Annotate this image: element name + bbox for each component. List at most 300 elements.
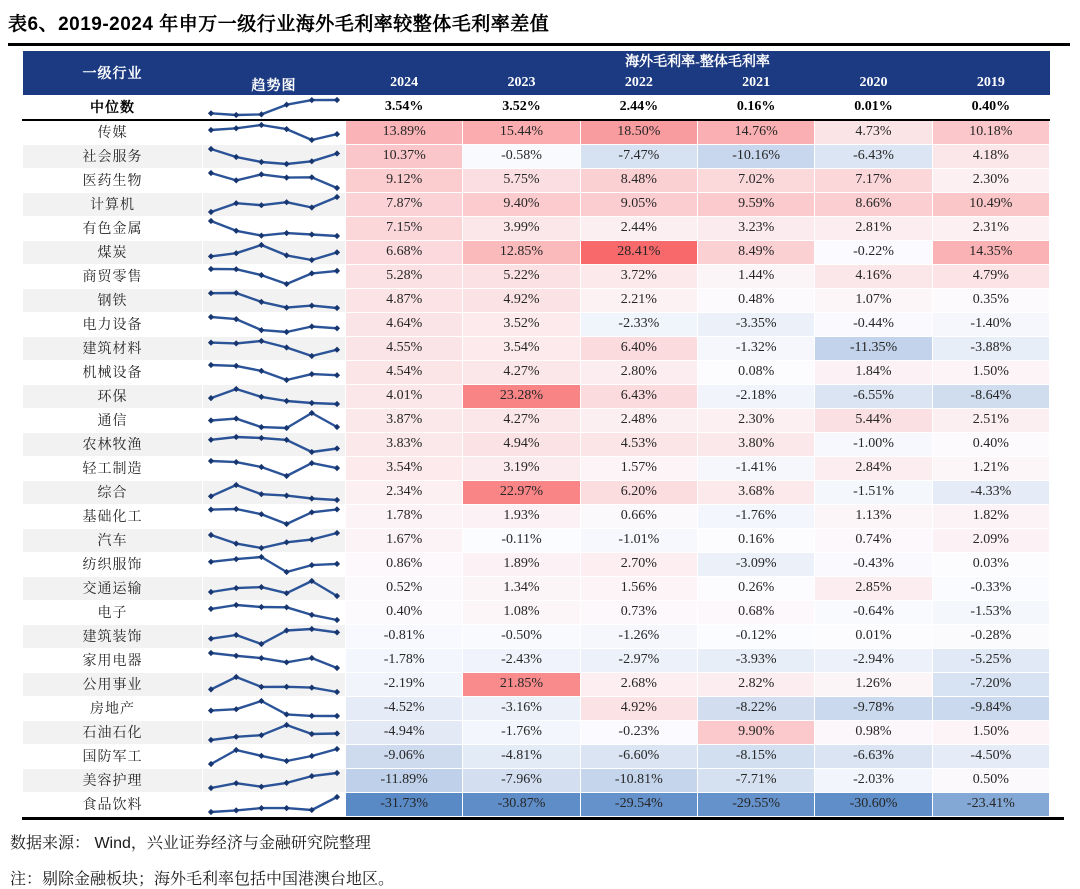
spark-marker [284, 174, 290, 180]
trend-sparkline [204, 121, 344, 144]
industry-name-cell: 电力设备 [23, 312, 203, 336]
value-cell: 1.56% [580, 576, 697, 600]
spark-marker [233, 505, 239, 511]
table-row [23, 504, 1050, 528]
value-cell: 4.53% [580, 432, 697, 456]
table-row [23, 312, 1050, 336]
value-cell: -0.12% [697, 624, 814, 648]
value-cell: -0.28% [932, 624, 1049, 648]
industry-name-cell: 环保 [23, 384, 203, 408]
value-cell: -1.41% [697, 456, 814, 480]
value-cell: 2.09% [932, 528, 1049, 552]
value-cell: 0.74% [815, 528, 932, 552]
spark-marker [309, 654, 315, 660]
value-cell: 0.73% [580, 600, 697, 624]
trend-sparkline [204, 769, 344, 792]
spark-marker [334, 304, 340, 310]
value-cell: -0.44% [815, 312, 932, 336]
industry-name-cell: 公用事业 [23, 672, 203, 696]
trend-sparkline [204, 313, 344, 336]
value-cell: 13.89% [346, 120, 463, 145]
industry-name-cell: 通信 [23, 408, 203, 432]
table-row [23, 600, 1050, 624]
spark-marker [284, 805, 290, 811]
value-cell: -9.78% [815, 696, 932, 720]
spark-marker [284, 376, 290, 382]
value-cell: 2.70% [580, 552, 697, 576]
spark-marker [258, 584, 264, 590]
value-cell: 5.75% [463, 168, 580, 192]
value-cell: -1.01% [580, 528, 697, 552]
value-cell: -1.26% [580, 624, 697, 648]
value-cell: 4.27% [463, 408, 580, 432]
trend-cell [203, 672, 346, 696]
spark-marker [284, 779, 290, 785]
data-source: 数据来源： Wind，兴业证券经济与金融研究院整理 [10, 834, 371, 852]
spark-marker [208, 784, 214, 790]
value-cell: 6.20% [580, 480, 697, 504]
industry-name-cell: 房地产 [23, 696, 203, 720]
value-cell: 9.05% [580, 192, 697, 216]
value-cell: -7.20% [932, 672, 1049, 696]
trend-cell [203, 600, 346, 624]
trend-sparkline [204, 361, 344, 384]
value-cell: 1.89% [463, 552, 580, 576]
spark-marker [258, 544, 264, 550]
spark-marker [233, 266, 239, 272]
value-cell: 3.68% [697, 480, 814, 504]
spark-marker [334, 267, 340, 273]
spark-marker [284, 683, 290, 689]
value-cell: -1.00% [815, 432, 932, 456]
value-cell: 4.64% [346, 312, 463, 336]
value-cell: 14.35% [932, 240, 1049, 264]
spark-marker [208, 436, 214, 442]
value-cell: -4.81% [463, 744, 580, 768]
trend-cell [203, 552, 346, 576]
spark-marker [233, 631, 239, 637]
spark-marker [258, 434, 264, 440]
spark-marker [334, 664, 340, 670]
value-cell: 6.68% [346, 240, 463, 264]
value-cell: 23.28% [463, 384, 580, 408]
value-cell: 3.52% [463, 312, 580, 336]
trend-cell [203, 168, 346, 192]
spark-marker [258, 463, 264, 469]
industry-name-cell: 传媒 [23, 120, 203, 145]
spark-marker [233, 153, 239, 159]
value-cell: -2.43% [463, 648, 580, 672]
value-cell: 5.22% [463, 264, 580, 288]
trend-cell [203, 768, 346, 792]
value-cell: -4.52% [346, 696, 463, 720]
table-row [23, 144, 1050, 168]
industry-name-cell: 汽车 [23, 528, 203, 552]
spark-marker [233, 780, 239, 786]
spark-marker [233, 362, 239, 368]
table-row [23, 264, 1050, 288]
spark-marker [309, 562, 315, 568]
value-cell: 0.68% [697, 600, 814, 624]
spark-marker [309, 625, 315, 631]
spark-marker [233, 125, 239, 131]
industry-name-cell: 国防军工 [23, 744, 203, 768]
value-cell: 3.23% [697, 216, 814, 240]
industry-name-cell: 食品饮料 [23, 792, 203, 816]
table-row [23, 696, 1050, 720]
spark-marker [334, 730, 340, 736]
spark-marker [284, 757, 290, 763]
value-cell: 0.40% [346, 600, 463, 624]
value-cell: 3.54% [463, 336, 580, 360]
table-row [23, 408, 1050, 432]
value-cell: 4.54% [346, 360, 463, 384]
value-cell: -7.71% [697, 768, 814, 792]
value-cell: -2.19% [346, 672, 463, 696]
value-cell: -30.60% [815, 792, 932, 816]
spark-marker [233, 415, 239, 421]
value-cell: -11.35% [815, 336, 932, 360]
spark-marker [233, 111, 239, 117]
trend-sparkline [204, 721, 344, 744]
value-cell: 7.15% [346, 216, 463, 240]
value-cell: 1.07% [815, 288, 932, 312]
table-row [23, 648, 1050, 672]
value-cell: 2.44% [580, 216, 697, 240]
spark-marker [309, 712, 315, 718]
value-cell: 18.50% [580, 120, 697, 145]
spark-marker [208, 313, 214, 319]
spark-marker [258, 158, 264, 164]
year-header-2021: 2021 [697, 71, 814, 95]
value-cell: -4.33% [932, 480, 1049, 504]
spark-marker [309, 684, 315, 690]
value-cell: 1.50% [932, 720, 1049, 744]
value-cell: -6.60% [580, 744, 697, 768]
value-cell: 4.01% [346, 384, 463, 408]
value-cell: 3.80% [697, 432, 814, 456]
value-cell: 2.68% [580, 672, 697, 696]
value-cell: 2.30% [932, 168, 1049, 192]
spark-marker [208, 253, 214, 259]
value-cell: -8.15% [697, 744, 814, 768]
spark-marker [309, 231, 315, 237]
industry-name-cell: 农林牧渔 [23, 432, 203, 456]
trend-sparkline [204, 625, 344, 648]
spark-marker [334, 249, 340, 255]
spark-marker [208, 558, 214, 564]
spark-marker [258, 683, 264, 689]
value-cell: 1.78% [346, 504, 463, 528]
value-cell: 8.48% [580, 168, 697, 192]
trend-cell [203, 408, 346, 432]
trend-cell [203, 288, 346, 312]
value-cell: -10.16% [697, 144, 814, 168]
value-cell: -0.64% [815, 600, 932, 624]
value-cell: 1.50% [932, 360, 1049, 384]
value-cell: -1.51% [815, 480, 932, 504]
spark-marker [258, 783, 264, 789]
value-cell: -2.94% [815, 648, 932, 672]
trend-cell [203, 192, 346, 216]
value-cell: 9.40% [463, 192, 580, 216]
trend-cell [203, 432, 346, 456]
value-cell: 2.82% [697, 672, 814, 696]
col-header-industry: 一级行业 [23, 51, 203, 95]
trend-sparkline [204, 745, 344, 768]
value-cell: -0.33% [932, 576, 1049, 600]
value-cell: 3.72% [580, 264, 697, 288]
spark-marker [258, 202, 264, 208]
value-cell: 3.19% [463, 456, 580, 480]
value-cell: -29.54% [580, 792, 697, 816]
value-cell: -4.50% [932, 744, 1049, 768]
value-cell: -3.35% [697, 312, 814, 336]
value-cell: 0.40% [932, 432, 1049, 456]
value-cell: 4.73% [815, 120, 932, 145]
value-cell: -0.11% [463, 528, 580, 552]
value-cell: -2.97% [580, 648, 697, 672]
value-cell: 0.50% [932, 768, 1049, 792]
trend-sparkline [204, 145, 344, 168]
spark-marker [233, 289, 239, 295]
spark-marker [309, 399, 315, 405]
value-cell: 2.85% [815, 576, 932, 600]
trend-cell [203, 480, 346, 504]
spark-marker [208, 531, 214, 537]
value-cell: 7.02% [697, 168, 814, 192]
value-cell: -10.81% [580, 768, 697, 792]
trend-sparkline [204, 337, 344, 360]
value-cell: -8.22% [697, 696, 814, 720]
value-cell: -0.50% [463, 624, 580, 648]
value-cell: 1.57% [580, 456, 697, 480]
trend-sparkline [204, 577, 344, 600]
spark-marker [208, 635, 214, 641]
value-cell: -5.25% [932, 648, 1049, 672]
median-value-cell: 2.44% [580, 95, 697, 120]
trend-cell [203, 264, 346, 288]
value-cell: 0.48% [697, 288, 814, 312]
value-cell: -0.58% [463, 144, 580, 168]
spark-marker [284, 344, 290, 350]
spark-marker [309, 773, 315, 779]
table-row [23, 744, 1050, 768]
value-cell: -1.78% [346, 648, 463, 672]
spark-marker [233, 556, 239, 562]
trend-cell [203, 744, 346, 768]
spark-marker [309, 352, 315, 358]
industry-name-cell: 基础化工 [23, 504, 203, 528]
trend-sparkline [204, 193, 344, 216]
value-cell: -2.18% [697, 384, 814, 408]
industry-name-cell: 综合 [23, 480, 203, 504]
industry-name-cell: 建筑装饰 [23, 624, 203, 648]
spark-marker [284, 328, 290, 334]
spark-marker [334, 232, 340, 238]
trend-cell [203, 120, 346, 145]
spark-marker [233, 177, 239, 183]
year-header-2024: 2024 [346, 71, 463, 95]
value-cell: -1.40% [932, 312, 1049, 336]
trend-sparkline [204, 481, 344, 504]
value-cell: -9.06% [346, 744, 463, 768]
spark-marker [334, 346, 340, 352]
table-row [23, 360, 1050, 384]
value-cell: -3.16% [463, 696, 580, 720]
spark-marker [208, 707, 214, 713]
trend-sparkline [204, 409, 344, 432]
value-cell: 0.26% [697, 576, 814, 600]
title-underline [8, 43, 1070, 46]
table-row [23, 168, 1050, 192]
spark-marker [334, 372, 340, 378]
spark-marker [258, 232, 264, 238]
spark-marker [258, 805, 264, 811]
value-cell: 7.17% [815, 168, 932, 192]
trend-cell [203, 240, 346, 264]
spark-marker [309, 97, 315, 103]
value-cell: 2.31% [932, 216, 1049, 240]
spark-marker [334, 465, 340, 471]
spark-marker [233, 459, 239, 465]
spark-marker [309, 371, 315, 377]
trend-sparkline [204, 289, 344, 312]
spark-marker [334, 629, 340, 635]
industry-name-cell: 有色金属 [23, 216, 203, 240]
trend-sparkline [204, 433, 344, 456]
trend-sparkline [204, 505, 344, 528]
trend-cell [203, 792, 346, 816]
value-cell: 2.51% [932, 408, 1049, 432]
spark-marker [258, 424, 264, 430]
spark-marker [208, 457, 214, 463]
spark-marker [208, 588, 214, 594]
spark-marker [258, 393, 264, 399]
trend-sparkline [204, 241, 344, 264]
spark-marker [233, 540, 239, 546]
industry-name-cell: 社会服务 [23, 144, 203, 168]
value-cell: 2.80% [580, 360, 697, 384]
spark-marker [258, 272, 264, 278]
note: 注：剔除金融板块；海外毛利率包括中国港澳台地区。 [10, 870, 395, 888]
spark-marker [284, 539, 290, 545]
table-title: 表6、2019-2024 年申万一级行业海外毛利率较整体毛利率差值 [8, 14, 550, 35]
trend-sparkline [204, 553, 344, 576]
table-row [23, 288, 1050, 312]
spark-marker [233, 227, 239, 233]
value-cell: 2.81% [815, 216, 932, 240]
spark-marker [284, 304, 290, 310]
spark-marker [258, 752, 264, 758]
value-cell: 5.28% [346, 264, 463, 288]
trend-cell [203, 336, 346, 360]
spark-marker [258, 298, 264, 304]
spark-marker [309, 256, 315, 262]
industry-name-cell: 纺织服饰 [23, 552, 203, 576]
value-cell: -1.76% [463, 720, 580, 744]
table-row [23, 240, 1050, 264]
spark-marker [309, 536, 315, 542]
value-cell: 9.90% [697, 720, 814, 744]
median-value-cell: 0.01% [815, 95, 932, 120]
value-cell: 2.34% [346, 480, 463, 504]
table-row [23, 192, 1050, 216]
value-cell: 1.67% [346, 528, 463, 552]
spark-marker [334, 560, 340, 566]
value-cell: -6.63% [815, 744, 932, 768]
value-cell: 0.03% [932, 552, 1049, 576]
spark-marker [284, 659, 290, 665]
trend-sparkline [204, 265, 344, 288]
trend-cell [203, 696, 346, 720]
table-row [23, 216, 1050, 240]
trend-cell [203, 456, 346, 480]
spark-marker [334, 496, 340, 502]
value-cell: -2.33% [580, 312, 697, 336]
median-value-cell: 3.52% [463, 95, 580, 120]
trend-sparkline [204, 169, 344, 192]
trend-sparkline [204, 601, 344, 624]
value-cell: -2.03% [815, 768, 932, 792]
value-cell: 2.21% [580, 288, 697, 312]
industry-name-cell: 煤炭 [23, 240, 203, 264]
spark-marker [208, 506, 214, 512]
spark-marker [258, 603, 264, 609]
value-cell: 21.85% [463, 672, 580, 696]
spark-marker [334, 529, 340, 535]
table-body [23, 95, 1050, 816]
spark-marker [208, 110, 214, 116]
spark-marker [284, 604, 290, 610]
trend-sparkline [204, 649, 344, 672]
spark-marker [334, 445, 340, 451]
value-cell: 3.54% [346, 456, 463, 480]
spark-marker [334, 400, 340, 406]
spark-marker [258, 491, 264, 497]
value-cell: 8.49% [697, 240, 814, 264]
value-cell: 0.52% [346, 576, 463, 600]
value-cell: -3.88% [932, 336, 1049, 360]
spark-marker [233, 652, 239, 658]
spark-marker [309, 611, 315, 617]
spark-marker [334, 150, 340, 156]
spark-marker [334, 616, 340, 622]
median-row [23, 95, 1050, 120]
value-cell: 4.92% [463, 288, 580, 312]
value-cell: -0.23% [580, 720, 697, 744]
value-cell: -0.43% [815, 552, 932, 576]
value-cell: 14.76% [697, 120, 814, 145]
spark-marker [208, 395, 214, 401]
value-cell: -8.64% [932, 384, 1049, 408]
value-cell: 4.16% [815, 264, 932, 288]
trend-cell [203, 360, 346, 384]
value-cell: -29.55% [697, 792, 814, 816]
value-cell: 1.44% [697, 264, 814, 288]
value-cell: 3.83% [346, 432, 463, 456]
spark-marker [334, 712, 340, 718]
trend-cell [203, 528, 346, 552]
industry-name-cell: 计算机 [23, 192, 203, 216]
trend-sparkline [204, 96, 344, 119]
value-cell: 10.18% [932, 120, 1049, 145]
value-cell: -9.84% [932, 696, 1049, 720]
table-row [23, 384, 1050, 408]
table-row [23, 624, 1050, 648]
trend-cell [203, 312, 346, 336]
value-cell: 10.37% [346, 144, 463, 168]
